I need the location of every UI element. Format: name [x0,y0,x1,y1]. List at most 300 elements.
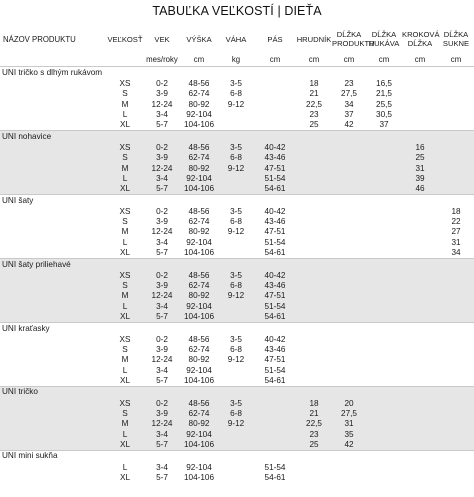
table-cell: 48-56 [180,142,218,152]
table-cell [366,375,402,386]
table-cell: 16,5 [366,78,402,88]
table-cell [0,355,106,365]
table-cell: 3-5 [218,398,254,408]
column-unit: cm [180,53,218,67]
table-cell [366,291,402,301]
table-cell: 18 [296,398,332,408]
table-cell [402,311,438,322]
table-cell: 9-12 [218,163,254,173]
table-cell: 48-56 [180,334,218,344]
table-cell [0,462,106,472]
table-cell: 3-9 [144,280,180,290]
table-cell: 62-74 [180,216,218,226]
product-group [0,322,474,386]
table-cell [366,398,402,408]
table-cell: S [106,344,144,354]
table-cell: 21 [296,408,332,418]
table-cell: 37 [366,120,402,131]
table-cell [0,184,106,195]
column-header: VÁHA [225,34,247,44]
table-row [0,99,474,109]
table-cell [296,344,332,354]
table-cell: M [106,99,144,109]
table-cell [438,78,474,88]
table-cell: 5-7 [144,311,180,322]
column-unit: cm [254,53,296,67]
table-row [0,355,474,365]
table-cell: 25 [296,120,332,131]
table-cell: 3-9 [144,216,180,226]
table-cell: XL [106,472,144,482]
table-cell: 92-104 [180,462,218,472]
table-cell [0,365,106,375]
table-cell [254,109,296,119]
table-cell [218,375,254,386]
table-cell: XS [106,78,144,88]
table-cell [254,419,296,429]
table-cell: 54-61 [254,472,296,482]
column-header: NÁZOV PRODUKTU [3,34,76,44]
table-row [0,227,474,237]
table-cell [402,439,438,450]
table-cell: 54-61 [254,375,296,386]
product-row [0,322,474,334]
table-cell: 21 [296,88,332,98]
table-cell [438,109,474,119]
table-cell: 3-4 [144,462,180,472]
table-cell [218,237,254,247]
table-cell [438,429,474,439]
table-cell: 9-12 [218,419,254,429]
table-cell: S [106,216,144,226]
table-cell [438,439,474,450]
table-cell [0,109,106,119]
table-cell: 51-54 [254,237,296,247]
table-cell: 25,5 [366,99,402,109]
table-cell [402,88,438,98]
table-cell [332,216,366,226]
column-unit: cm [438,53,474,67]
table-cell [332,237,366,247]
product-row [0,386,474,398]
table-row [0,142,474,152]
table-cell [438,311,474,322]
table-cell [438,334,474,344]
table-cell: 80-92 [180,163,218,173]
table-cell: 62-74 [180,152,218,162]
table-cell: 18 [296,78,332,88]
table-cell: 5-7 [144,120,180,131]
table-cell: 12-24 [144,419,180,429]
product-row [0,194,474,206]
table-cell: 6-8 [218,408,254,418]
table-cell [0,375,106,386]
table-cell [332,375,366,386]
table-cell [0,237,106,247]
table-cell [332,291,366,301]
table-cell [254,439,296,450]
table-cell: 3-4 [144,173,180,183]
table-cell [332,227,366,237]
table-cell [218,109,254,119]
table-cell: 40-42 [254,270,296,280]
column-unit: cm [296,53,332,67]
table-row [0,365,474,375]
table-cell [332,334,366,344]
column-header: VEĽKOSŤ [107,34,143,44]
table-cell: 3-9 [144,88,180,98]
table-cell [0,216,106,226]
table-row [0,270,474,280]
table-cell: 3-5 [218,142,254,152]
table-cell [402,216,438,226]
table-cell: XL [106,439,144,450]
table-cell: 46 [402,184,438,195]
table-cell: 37 [332,109,366,119]
table-row [0,216,474,226]
table-cell [0,270,106,280]
table-cell [366,184,402,195]
table-cell [254,78,296,88]
table-cell [0,163,106,173]
table-cell: 92-104 [180,429,218,439]
table-cell: 48-56 [180,270,218,280]
table-cell [296,247,332,258]
table-cell [332,173,366,183]
table-row [0,109,474,119]
table-cell: 23 [296,109,332,119]
table-cell: 43-46 [254,216,296,226]
table-row [0,163,474,173]
table-cell: 92-104 [180,109,218,119]
table-cell [402,109,438,119]
table-cell: 9-12 [218,99,254,109]
product-row [0,450,474,462]
product-name: UNI nohavice [0,130,474,142]
table-cell: 92-104 [180,301,218,311]
column-unit [106,53,144,67]
table-cell [296,311,332,322]
table-cell [332,206,366,216]
table-cell: XL [106,311,144,322]
table-cell: 92-104 [180,365,218,375]
table-cell: 40-42 [254,142,296,152]
table-cell [0,173,106,183]
table-cell [296,301,332,311]
table-header [0,25,474,67]
table-row [0,429,474,439]
column-unit [0,53,106,67]
table-cell: M [106,227,144,237]
table-cell [366,334,402,344]
table-cell: 80-92 [180,419,218,429]
table-cell [366,311,402,322]
table-cell: 6-8 [218,280,254,290]
table-row [0,78,474,88]
table-cell [296,375,332,386]
table-cell: XL [106,375,144,386]
table-cell: S [106,280,144,290]
table-cell: 12-24 [144,163,180,173]
table-cell: 47-51 [254,227,296,237]
table-cell: 6-8 [218,88,254,98]
table-cell [218,472,254,482]
table-cell [296,163,332,173]
table-cell [402,344,438,354]
table-cell: 12-24 [144,99,180,109]
product-group [0,450,474,482]
table-cell [332,247,366,258]
product-row [0,258,474,270]
table-cell: 48-56 [180,398,218,408]
table-cell: 54-61 [254,184,296,195]
table-cell: XS [106,398,144,408]
table-cell [296,472,332,482]
table-cell: 3-4 [144,301,180,311]
table-cell: 12-24 [144,355,180,365]
table-cell: 22 [438,216,474,226]
table-cell [332,142,366,152]
table-cell: 12-24 [144,291,180,301]
table-cell: 43-46 [254,152,296,162]
table-cell [366,344,402,354]
table-cell [438,344,474,354]
table-cell: 80-92 [180,227,218,237]
table-cell [0,311,106,322]
table-cell [296,334,332,344]
table-cell: 48-56 [180,206,218,216]
table-cell: L [106,237,144,247]
table-cell: L [106,462,144,472]
table-row [0,462,474,472]
table-cell [254,88,296,98]
table-cell: 3-5 [218,270,254,280]
table-cell [366,429,402,439]
table-cell: 3-4 [144,237,180,247]
table-cell [296,291,332,301]
table-cell: 42 [332,439,366,450]
product-group [0,67,474,131]
table-cell: 80-92 [180,291,218,301]
table-cell [438,270,474,280]
table-cell [0,247,106,258]
table-cell [296,142,332,152]
product-name: UNI tričko [0,386,474,398]
product-group [0,130,474,194]
table-cell [296,462,332,472]
table-cell: 62-74 [180,344,218,354]
table-cell [218,247,254,258]
table-cell [438,472,474,482]
table-cell [402,462,438,472]
table-cell: 92-104 [180,173,218,183]
table-cell: 3-5 [218,334,254,344]
table-cell: 51-54 [254,462,296,472]
column-unit: kg [218,53,254,67]
size-table [0,25,474,483]
table-cell: 43-46 [254,280,296,290]
table-cell: 104-106 [180,472,218,482]
column-unit: cm [402,53,438,67]
table-cell [254,408,296,418]
table-cell: 5-7 [144,472,180,482]
table-cell: 3-9 [144,408,180,418]
table-cell [0,120,106,131]
table-cell: 104-106 [180,120,218,131]
table-cell [0,301,106,311]
table-cell [402,247,438,258]
table-cell [438,99,474,109]
table-cell [366,472,402,482]
table-cell [0,99,106,109]
table-cell: 62-74 [180,280,218,290]
table-cell [0,142,106,152]
table-cell [366,462,402,472]
table-cell [438,142,474,152]
table-cell: 104-106 [180,311,218,322]
table-cell [366,216,402,226]
table-cell [332,365,366,375]
table-row [0,334,474,344]
table-cell [402,237,438,247]
column-header: DĹŽKA SUKNE [442,30,470,48]
table-cell [402,365,438,375]
table-cell: 21,5 [366,88,402,98]
table-cell: 104-106 [180,375,218,386]
table-cell [402,472,438,482]
table-cell: 47-51 [254,355,296,365]
table-cell: 34 [438,247,474,258]
page-title: TABUĽKA VEĽKOSTÍ | DIEŤA [152,4,322,18]
table-cell [366,206,402,216]
table-cell [254,398,296,408]
table-cell: 51-54 [254,365,296,375]
table-cell [366,301,402,311]
table-cell [0,419,106,429]
table-cell [438,419,474,429]
table-cell [438,398,474,408]
product-group [0,194,474,258]
table-cell [332,152,366,162]
table-cell: 0-2 [144,142,180,152]
table-row [0,408,474,418]
table-row [0,375,474,386]
table-cell [332,472,366,482]
table-row [0,291,474,301]
table-cell [254,120,296,131]
table-cell [296,355,332,365]
table-cell [402,99,438,109]
table-cell [438,365,474,375]
table-cell [0,280,106,290]
table-cell [438,173,474,183]
table-cell: L [106,365,144,375]
column-header: DĹŽKA RUKÁVA [368,30,400,48]
table-row [0,88,474,98]
table-cell [332,344,366,354]
table-cell [332,462,366,472]
table-cell: 80-92 [180,99,218,109]
table-cell [402,301,438,311]
table-cell: 0-2 [144,78,180,88]
table-cell [366,439,402,450]
table-cell [0,334,106,344]
table-cell [218,365,254,375]
table-cell: 35 [332,429,366,439]
table-cell [332,311,366,322]
table-cell: 3-4 [144,109,180,119]
table-cell: 104-106 [180,184,218,195]
table-cell [0,88,106,98]
table-cell: 104-106 [180,247,218,258]
table-cell: 6-8 [218,344,254,354]
table-cell: 31 [332,419,366,429]
table-cell: XS [106,270,144,280]
table-cell: 34 [332,99,366,109]
product-name: UNI šaty [0,194,474,206]
table-cell: 5-7 [144,247,180,258]
table-cell [438,163,474,173]
column-header: VÝŠKA [186,34,212,44]
table-cell: 9-12 [218,291,254,301]
table-cell: L [106,301,144,311]
table-cell [366,419,402,429]
table-cell: 3-4 [144,365,180,375]
table-cell: 3-9 [144,152,180,162]
table-cell: 43-46 [254,344,296,354]
table-cell [218,184,254,195]
table-cell: 51-54 [254,301,296,311]
table-cell: XS [106,334,144,344]
table-cell [296,206,332,216]
table-cell: 31 [402,163,438,173]
table-cell [402,270,438,280]
table-cell [402,334,438,344]
table-cell: 104-106 [180,439,218,450]
table-cell [438,184,474,195]
table-cell: L [106,109,144,119]
product-group [0,386,474,450]
table-row [0,311,474,322]
table-cell: 39 [402,173,438,183]
column-header: KROKOVÁ DĹŽKA [402,30,440,48]
table-cell: 5-7 [144,439,180,450]
table-row [0,398,474,408]
table-cell [366,355,402,365]
table-cell: 48-56 [180,78,218,88]
table-row [0,237,474,247]
table-cell [0,227,106,237]
table-cell [402,78,438,88]
table-cell: 9-12 [218,227,254,237]
table-cell [218,439,254,450]
table-cell [0,408,106,418]
column-header: DĹŽKA PRODUKTU [332,30,375,48]
table-cell: 42 [332,120,366,131]
table-cell: M [106,355,144,365]
table-cell [438,375,474,386]
table-cell: XL [106,120,144,131]
table-row [0,152,474,162]
product-row [0,130,474,142]
table-cell [332,184,366,195]
table-cell [366,142,402,152]
table-cell [254,99,296,109]
table-cell: 23 [332,78,366,88]
table-cell [402,419,438,429]
table-cell [402,280,438,290]
table-cell [366,408,402,418]
